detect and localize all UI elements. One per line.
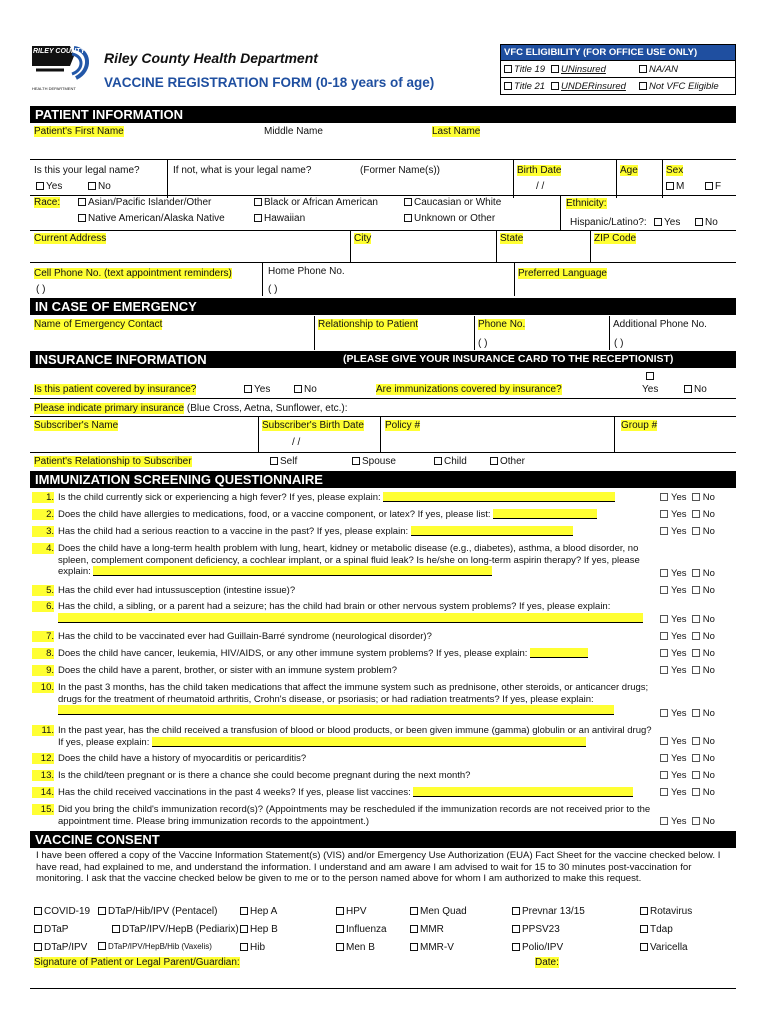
answer-field[interactable] <box>152 737 586 747</box>
vaccine-influenza[interactable] <box>336 924 387 935</box>
vaccine-dtap-ipv-hepb-pediarix[interactable] <box>112 924 239 935</box>
yes-label: Yes <box>671 708 687 719</box>
yes-label: Yes <box>671 585 687 596</box>
questionnaire-heading: IMMUNIZATION SCREENING QUESTIONNAIRE <box>30 471 736 488</box>
question-12-yes-no[interactable] <box>660 753 715 764</box>
yes-checkbox[interactable] <box>660 666 668 674</box>
vaccine-checkbox[interactable] <box>640 943 648 951</box>
vaccine-dtap-ipv-hepb-hib-vaxelis[interactable] <box>98 942 212 951</box>
sex-m-label: M <box>676 181 685 192</box>
question-text: Has the child had a serious reaction to a vaccine in the past? If yes, please explain: <box>58 526 655 538</box>
if-not-legal-name: If not, what is your legal name? <box>173 165 312 176</box>
emergency-name-label: Name of Emergency Contact <box>34 319 163 330</box>
no-checkbox[interactable] <box>692 709 700 717</box>
vaccine-checkbox[interactable] <box>34 925 42 933</box>
subscriber-bd-label: Subscriber's Birth Date <box>262 420 364 431</box>
insurance-heading <box>30 351 736 368</box>
vaccine-rotavirus[interactable] <box>640 906 692 917</box>
subscriber-name-label: Subscriber's Name <box>34 420 119 431</box>
vaccine-label: PPSV23 <box>522 924 560 935</box>
yes-checkbox[interactable] <box>660 569 668 577</box>
question-text: Does the child have a long-term health problem with lung, heart, kidney or metabolic disease (e.g., diabetes), asthma, a blood disorder, no spleen, complement component deficiency, a cochlear implant, or a spinal fluid leak? Is he/she on long-term aspirin therapy? If yes, please explain: <box>58 543 640 577</box>
sex-m-checkbox[interactable] <box>666 181 684 192</box>
no-label: No <box>702 614 715 625</box>
question-1-yes-no[interactable] <box>660 492 715 503</box>
ethnicity-label: Ethnicity: <box>566 198 607 209</box>
no-label: No <box>702 665 715 676</box>
legal-no-label: No <box>98 181 111 192</box>
vfc-title19-label: Title 19 <box>514 64 546 75</box>
vaccine-checkbox[interactable] <box>98 907 106 915</box>
vaccine-checkbox[interactable] <box>640 925 648 933</box>
vfc-title19[interactable] <box>504 64 545 75</box>
no-label: No <box>702 648 715 659</box>
home-phone-label: Home Phone No. <box>268 266 345 277</box>
yes-label: Yes <box>671 770 687 781</box>
answer-field[interactable] <box>58 613 643 623</box>
signature-label: Signature of Patient or Legal Parent/Guardian: <box>34 957 240 968</box>
rel-spouse-label: Spouse <box>362 456 396 467</box>
answer-field[interactable] <box>383 492 615 502</box>
no-checkbox[interactable] <box>692 737 700 745</box>
question-11-yes-no[interactable] <box>660 736 715 747</box>
vaccine-dtap-ipv[interactable] <box>34 942 87 953</box>
yes-label: Yes <box>671 509 687 520</box>
answer-field[interactable] <box>413 787 633 797</box>
question-8-yes-no[interactable] <box>660 648 715 659</box>
no-label: No <box>702 770 715 781</box>
vaccine-varicella[interactable] <box>640 942 688 953</box>
emergency-rel-label: Relationship to Patient <box>318 319 419 330</box>
question-text: Did you bring the child's immunization record(s)? (Appointments may be rescheduled if the immunization records are not received prior to the appointment time. Please bring immunization records to the appointment.) <box>58 804 651 827</box>
answer-field[interactable] <box>93 566 492 576</box>
vaccine-checkbox[interactable] <box>336 943 344 951</box>
rel-spouse-checkbox[interactable] <box>352 456 396 467</box>
question-number: 8. <box>46 648 54 659</box>
vfc-uninsured-label: UNinsured <box>561 64 606 75</box>
vfc-title21[interactable] <box>504 81 545 92</box>
yes-checkbox[interactable] <box>660 615 668 623</box>
vfc-not-eligible-label: Not VFC Eligible <box>649 81 719 92</box>
yes-label: Yes <box>671 665 687 676</box>
question-number: 12. <box>40 753 54 764</box>
legal-no-checkbox[interactable] <box>88 181 111 192</box>
question-number: 9. <box>46 665 54 676</box>
covered-label: Is this patient covered by insurance? <box>34 384 197 395</box>
question-text: Has the child to be vaccinated ever had Guillain-Barré syndrome (neurological disorder)? <box>58 631 432 642</box>
vaccine-checkbox[interactable] <box>240 925 248 933</box>
question-14-yes-no[interactable] <box>660 787 715 798</box>
vaccine-checkbox[interactable] <box>112 925 120 933</box>
no-checkbox[interactable] <box>692 510 700 518</box>
hispanic-yes-label: Yes <box>664 217 681 228</box>
race-hawaiian-label: Hawaiian <box>264 213 306 224</box>
sex-f-label: F <box>715 181 722 192</box>
home-phone-field[interactable]: ( ) <box>268 284 278 295</box>
policy-label: Policy # <box>385 420 421 431</box>
question-15-yes-no[interactable] <box>660 816 715 827</box>
no-label: No <box>702 736 715 747</box>
question-number: 6. <box>46 601 54 612</box>
yes-checkbox[interactable] <box>660 510 668 518</box>
yes-label: Yes <box>671 648 687 659</box>
rel-self-checkbox[interactable] <box>270 456 297 467</box>
question-text: Is the child currently sick or experiencing a high fever? If yes, please explain: <box>58 492 655 504</box>
yes-label: Yes <box>671 614 687 625</box>
race-hawaiian[interactable] <box>254 213 305 224</box>
question-text: Does the child have a parent, brother, or sister with an immune system problem? <box>58 665 397 676</box>
vaccine-label: Polio/IPV <box>522 942 564 953</box>
no-checkbox[interactable] <box>692 666 700 674</box>
vaccine-checkbox[interactable] <box>410 943 418 951</box>
question-number: 4. <box>46 543 54 554</box>
insurance-heading-text: INSURANCE INFORMATION <box>35 352 207 367</box>
question-5-yes-no[interactable] <box>660 585 715 596</box>
vfc-underinsured-label: UNDERinsured <box>561 81 626 92</box>
question-number: 14. <box>40 787 54 798</box>
no-label: No <box>702 568 715 579</box>
question-text: In the past 3 months, has the child taken medications that affect the immune system such as prednisone, other steroids, or anticancer drugs; drugs for the treatment of rheumatoid arthritis, Crohn's disease, or psoriasis; or had radiation treatments? If yes, please explain: <box>58 682 655 717</box>
race-native-label: Native American/Alaska Native <box>88 213 225 224</box>
sex-f-checkbox[interactable] <box>705 181 721 192</box>
vaccine-hep-a[interactable] <box>240 906 277 917</box>
question-number: 1. <box>46 492 54 503</box>
vaccine-checkbox[interactable] <box>34 943 42 951</box>
question-text: Has the child, a sibling, or a parent had a seizure; has the child had brain or other nervous system problems? If yes, please explain: <box>58 601 655 624</box>
vaccine-label: DTaP/IPV/HepB/Hib (Vaxelis) <box>108 942 212 951</box>
language-label: Preferred Language <box>518 268 607 279</box>
consent-text: I have been offered a copy of the Vaccine Information Statement(s) (VIS) and/or Emergency Use Authorization (EUA) Fact Sheet for the vaccine checked below. I have read, had explained to me, and understand the information. I understand and am aware I am advised to wait for 15 to 30 minutes post-vaccination for monitoring. I ask that the vaccine checked below be given to me or to the person named above for whom I am authorized to make this request. <box>36 850 721 885</box>
logo-sub: HEALTH DEPARTMENT <box>32 86 76 91</box>
answer-field[interactable] <box>493 509 597 519</box>
vaccine-label: DTaP/Hib/IPV (Pentacel) <box>108 906 218 917</box>
form-title: VACCINE REGISTRATION FORM (0-18 years of age) <box>104 75 435 90</box>
yes-checkbox[interactable] <box>660 493 668 501</box>
yes-label: Yes <box>671 526 687 537</box>
vfc-title21-label: Title 21 <box>514 81 546 92</box>
state-label: State <box>500 233 524 244</box>
no-label: No <box>702 816 715 827</box>
rel-child-label: Child <box>444 456 467 467</box>
yes-label: Yes <box>671 568 687 579</box>
emergency-phone-label: Phone No. <box>478 319 526 330</box>
question-2-yes-no[interactable] <box>660 509 715 520</box>
question-text: Is the child/teen pregnant or is there a chance she could become pregnant during the next month? <box>58 770 471 781</box>
vaccine-label: DTaP/IPV <box>44 942 88 953</box>
yes-label: Yes <box>671 753 687 764</box>
vfc-not-eligible[interactable] <box>639 81 719 92</box>
vaccine-label: DTaP/IPV/HepB (Pediarix) <box>122 924 239 935</box>
vaccine-label: Hep B <box>250 924 278 935</box>
imm-covered-yes-label: Yes <box>642 384 659 395</box>
vaccine-hpv[interactable] <box>336 906 367 917</box>
race-asian-label: Asian/Pacific Islander/Other <box>88 197 212 208</box>
question-number: 2. <box>46 509 54 520</box>
question-9-yes-no[interactable] <box>660 665 715 676</box>
vaccine-dtap-hib-ipv-pentacel[interactable] <box>98 906 218 917</box>
race-unknown[interactable] <box>404 213 495 224</box>
no-checkbox[interactable] <box>692 493 700 501</box>
question-4-yes-no[interactable] <box>660 568 715 579</box>
vaccine-label: MMR <box>420 924 444 935</box>
vaccine-label: MMR-V <box>420 942 454 953</box>
no-label: No <box>702 509 715 520</box>
yes-label: Yes <box>671 787 687 798</box>
no-label: No <box>702 585 715 596</box>
imm-covered-no-label: No <box>694 384 707 395</box>
yes-checkbox[interactable] <box>660 586 668 594</box>
cell-phone-label: Cell Phone No. (text appointment reminders) <box>34 268 232 279</box>
no-label: No <box>702 753 715 764</box>
primary-insurance-text: Please indicate primary insurance <box>34 403 185 414</box>
question-number: 13. <box>40 770 54 781</box>
yes-checkbox[interactable] <box>660 737 668 745</box>
vaccine-men-b[interactable] <box>336 942 375 953</box>
imm-covered-yes-checkbox[interactable] <box>646 371 656 382</box>
vaccine-label: Tdap <box>650 924 673 935</box>
yes-label: Yes <box>671 492 687 503</box>
race-black[interactable] <box>254 197 378 208</box>
emergency-phone-field[interactable]: ( ) <box>478 338 488 349</box>
vfc-uninsured[interactable] <box>551 64 606 75</box>
legal-name-question: Is this your legal name? <box>34 165 140 176</box>
race-white-label: Caucasian or White <box>414 197 502 208</box>
answer-field[interactable] <box>530 648 588 658</box>
emergency-addl-phone-label: Additional Phone No. <box>613 319 707 330</box>
race-asian[interactable] <box>78 197 211 208</box>
hispanic-label: Hispanic/Latino?: <box>570 217 647 228</box>
race-unknown-label: Unknown or Other <box>414 213 496 224</box>
legal-yes-checkbox[interactable] <box>36 181 62 192</box>
yes-label: Yes <box>671 816 687 827</box>
logo <box>30 40 96 94</box>
vaccine-label: Hep A <box>250 906 278 917</box>
rel-other-checkbox[interactable] <box>490 456 525 467</box>
yes-checkbox[interactable] <box>660 771 668 779</box>
vaccine-label: Men Quad <box>420 906 467 917</box>
no-label: No <box>702 631 715 642</box>
yes-label: Yes <box>671 631 687 642</box>
imm-covered-label: Are immunizations covered by insurance? <box>376 384 562 395</box>
vaccine-dtap[interactable] <box>34 924 68 935</box>
insurance-note: (PLEASE GIVE YOUR INSURANCE CARD TO THE RECEPTIONIST) <box>343 353 674 365</box>
vaccine-mmr-v[interactable] <box>410 942 454 953</box>
question-13-yes-no[interactable] <box>660 770 715 781</box>
question-text: Has the child ever had intussusception (intestine issue)? <box>58 585 296 596</box>
former-names-label: (Former Name(s)) <box>360 165 440 176</box>
race-native[interactable] <box>78 213 225 224</box>
no-checkbox[interactable] <box>692 569 700 577</box>
vaccine-hib[interactable] <box>240 942 265 953</box>
question-text: Has the child received vaccinations in the past 4 weeks? If yes, please list vaccines: <box>58 787 655 799</box>
vfc-na-an-label: NA/AN <box>649 64 679 75</box>
vaccine-ppsv23[interactable] <box>512 924 560 935</box>
vfc-title: VFC ELIGIBILITY (FOR OFFICE USE ONLY) <box>501 45 735 60</box>
race-white[interactable] <box>404 197 501 208</box>
vaccine-checkbox[interactable] <box>336 907 344 915</box>
question-number: 5. <box>46 585 54 596</box>
vaccine-tdap[interactable] <box>640 924 673 935</box>
vaccine-hep-b[interactable] <box>240 924 278 935</box>
middle-name-label: Middle Name <box>264 126 323 137</box>
vaccine-label: COVID-19 <box>44 906 91 917</box>
zip-label: ZIP Code <box>594 233 637 244</box>
vaccine-label: DTaP <box>44 924 69 935</box>
first-name-label: Patient's First Name <box>34 126 124 137</box>
vfc-na-an[interactable] <box>639 64 678 75</box>
logo-text: RILEY COUNTY <box>33 48 85 55</box>
no-checkbox[interactable] <box>692 754 700 762</box>
question-3-yes-no[interactable] <box>660 526 715 537</box>
rel-child-checkbox[interactable] <box>434 456 467 467</box>
vaccine-label: Hib <box>250 942 266 953</box>
no-label: No <box>702 708 715 719</box>
race-label: Race: <box>34 197 61 208</box>
vaccine-label: Rotavirus <box>650 906 693 917</box>
no-label: No <box>702 526 715 537</box>
vaccine-label: Influenza <box>346 924 387 935</box>
birth-date-field[interactable]: / / <box>536 181 545 192</box>
vaccine-label: Men B <box>346 942 375 953</box>
relationship-label: Patient's Relationship to Subscriber <box>34 456 192 467</box>
vaccine-checkbox[interactable] <box>240 907 248 915</box>
vaccine-checkbox[interactable] <box>410 925 418 933</box>
sex-label: Sex <box>666 165 684 176</box>
answer-field[interactable] <box>58 705 614 715</box>
subscriber-bd-field[interactable]: / / <box>292 437 301 448</box>
rel-other-label: Other <box>500 456 526 467</box>
no-label: No <box>702 492 715 503</box>
vaccine-checkbox[interactable] <box>240 943 248 951</box>
city-label: City <box>354 233 372 244</box>
hispanic-yes-checkbox[interactable] <box>654 217 680 228</box>
yes-checkbox[interactable] <box>660 788 668 796</box>
no-label: No <box>702 787 715 798</box>
no-checkbox[interactable] <box>692 649 700 657</box>
vaccine-checkbox[interactable] <box>410 907 418 915</box>
yes-label: Yes <box>671 736 687 747</box>
date-label: Date: <box>535 957 559 968</box>
imm-covered-no-checkbox[interactable] <box>684 384 707 395</box>
consent-heading: VACCINE CONSENT <box>30 831 736 848</box>
vaccine-checkbox[interactable] <box>512 907 520 915</box>
vaccine-checkbox[interactable] <box>336 925 344 933</box>
rel-self-label: Self <box>280 456 298 467</box>
last-name-label: Last Name <box>432 126 481 137</box>
question-text: Does the child have cancer, leukemia, HIV/AIDS, or any other immune system problems? If yes, please explain: <box>58 648 655 660</box>
cell-phone-field[interactable]: ( ) <box>36 284 46 295</box>
emergency-heading: IN CASE OF EMERGENCY <box>30 298 736 315</box>
vfc-eligibility-table <box>500 44 736 95</box>
age-label: Age <box>620 165 638 176</box>
emergency-addl-phone-field[interactable]: ( ) <box>614 338 624 349</box>
yes-checkbox[interactable] <box>660 709 668 717</box>
dept-name: Riley County Health Department <box>104 50 318 66</box>
question-10-yes-no[interactable] <box>660 708 715 719</box>
vaccine-covid-19[interactable] <box>34 906 90 917</box>
yes-checkbox[interactable] <box>660 817 668 825</box>
covered-no-checkbox[interactable] <box>294 384 317 395</box>
question-number: 10. <box>40 682 54 693</box>
vaccine-men-quad[interactable] <box>410 906 467 917</box>
question-text: Does the child have a history of myocarditis or pericarditis? <box>58 753 307 764</box>
covered-yes-checkbox[interactable] <box>244 384 270 395</box>
no-checkbox[interactable] <box>692 788 700 796</box>
primary-insurance-label <box>34 403 348 414</box>
vaccine-label: Varicella <box>650 942 688 953</box>
yes-checkbox[interactable] <box>660 754 668 762</box>
vaccine-mmr[interactable] <box>410 924 444 935</box>
question-text: Does the child have allergies to medications, food, or a vaccine component, or latex? If yes, please list: <box>58 509 655 521</box>
vaccine-checkbox[interactable] <box>640 907 648 915</box>
patient-info-heading: PATIENT INFORMATION <box>30 106 736 123</box>
no-checkbox[interactable] <box>692 632 700 640</box>
question-number: 7. <box>46 631 54 642</box>
question-number: 15. <box>40 804 54 815</box>
vaccine-checkbox[interactable] <box>98 942 106 950</box>
vaccine-label: HPV <box>346 906 367 917</box>
yes-checkbox[interactable] <box>660 632 668 640</box>
vaccine-checkbox[interactable] <box>512 943 520 951</box>
address-label: Current Address <box>34 233 107 244</box>
primary-insurance-example: (Blue Cross, Aetna, Sunflower, etc.): <box>186 403 348 414</box>
question-6-yes-no[interactable] <box>660 614 715 625</box>
vaccine-checkbox[interactable] <box>512 925 520 933</box>
no-checkbox[interactable] <box>692 586 700 594</box>
yes-checkbox[interactable] <box>660 649 668 657</box>
no-checkbox[interactable] <box>692 817 700 825</box>
race-black-label: Black or African American <box>264 197 378 208</box>
hispanic-no-checkbox[interactable] <box>695 217 718 228</box>
legal-yes-label: Yes <box>46 181 63 192</box>
group-label: Group # <box>621 420 658 431</box>
covered-no-label: No <box>304 384 317 395</box>
yes-checkbox[interactable] <box>660 527 668 535</box>
no-checkbox[interactable] <box>692 771 700 779</box>
vaccine-checkbox[interactable] <box>34 907 42 915</box>
vfc-underinsured[interactable] <box>551 81 626 92</box>
answer-field[interactable] <box>411 526 573 536</box>
question-number: 3. <box>46 526 54 537</box>
no-checkbox[interactable] <box>692 615 700 623</box>
birth-date-label: Birth Date <box>517 165 562 176</box>
vaccine-prevnar-13-15[interactable] <box>512 906 585 917</box>
hispanic-no-label: No <box>705 217 718 228</box>
name-field[interactable] <box>30 137 736 159</box>
question-text: In the past year, has the child received a transfusion of blood or blood products, or been given immune (gamma) globulin or an antiviral drug? If yes, please explain: <box>58 725 652 748</box>
covered-yes-label: Yes <box>254 384 271 395</box>
question-7-yes-no[interactable] <box>660 631 715 642</box>
question-number: 11. <box>41 725 54 736</box>
vaccine-polio-ipv[interactable] <box>512 942 563 953</box>
no-checkbox[interactable] <box>692 527 700 535</box>
vaccine-label: Prevnar 13/15 <box>522 906 585 917</box>
